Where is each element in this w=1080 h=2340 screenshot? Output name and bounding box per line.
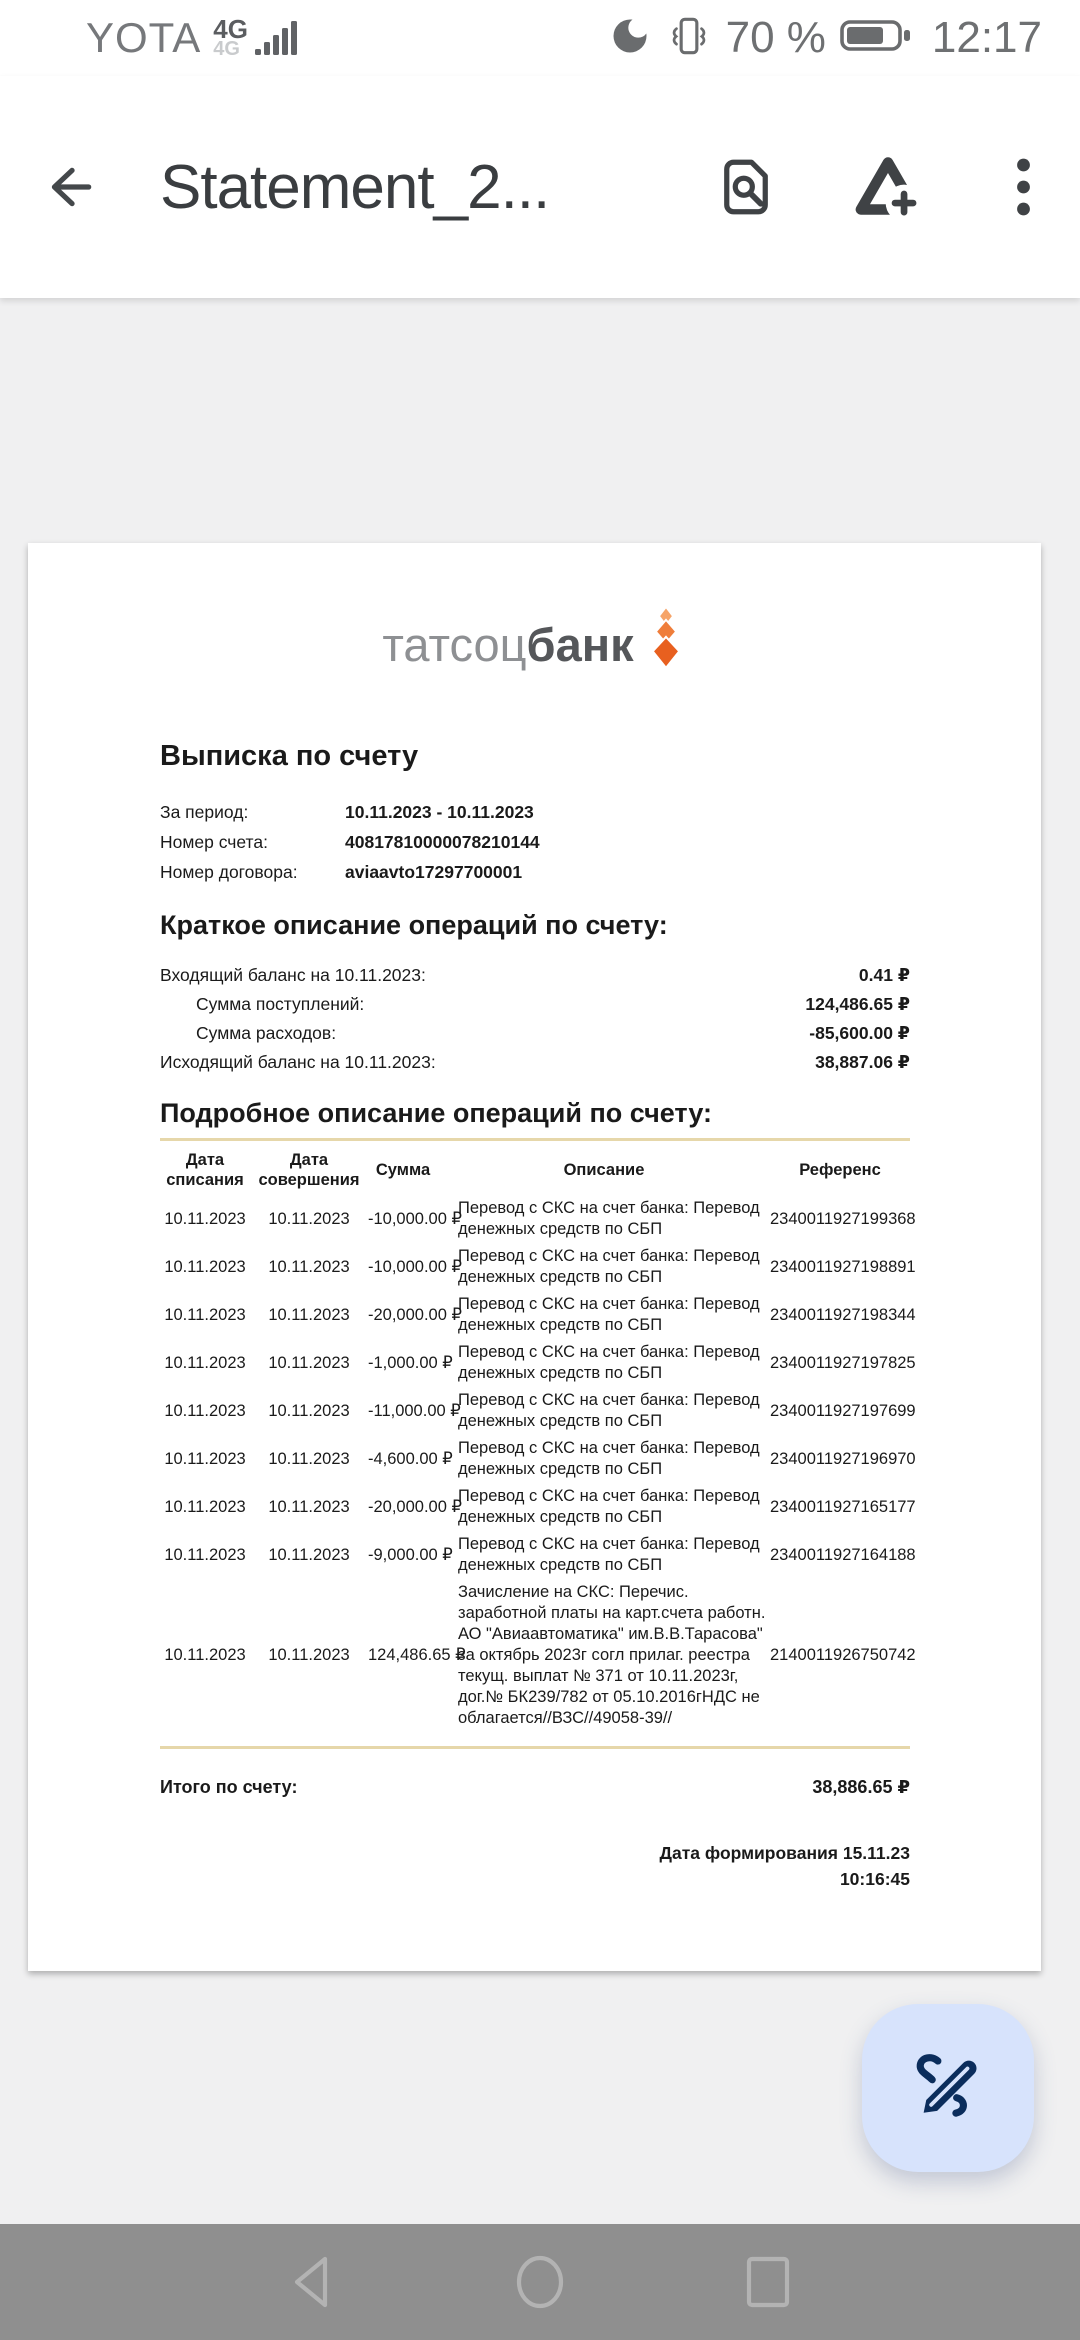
find-in-document-button[interactable] [713, 152, 779, 222]
cell-date-op: 10.11.2023 [268, 1353, 350, 1372]
nav-home-button[interactable] [512, 2254, 568, 2310]
cell-date-debit: 10.11.2023 [164, 1305, 246, 1324]
transaction-row [160, 1387, 916, 1435]
clock-label: 12:17 [931, 13, 1042, 62]
app-bar [0, 76, 1080, 298]
nav-home-circle-icon [512, 2254, 568, 2310]
info-label: Номер счета: [160, 831, 268, 852]
add-to-drive-icon [853, 152, 923, 222]
cell-reference: 2340011927197825 [770, 1353, 916, 1372]
find-in-page-icon [713, 152, 779, 222]
cell-amount: -9,000.00 ₽ [368, 1545, 453, 1564]
generation-timestamp [160, 1840, 910, 1892]
transaction-row [160, 1243, 916, 1291]
android-navigation-bar [0, 2224, 1080, 2340]
transactions-table [160, 1195, 916, 1732]
col-header-date-op: Дата совершения [258, 1151, 360, 1189]
cell-date-debit: 10.11.2023 [164, 1646, 246, 1664]
account-info-row [160, 857, 910, 887]
summary-row [160, 990, 910, 1019]
status-left [86, 14, 298, 63]
info-label: За период: [160, 801, 249, 822]
cell-reference: 2340011927196970 [770, 1449, 916, 1468]
status-right [608, 13, 1042, 64]
cell-amount: -11,000.00 ₽ [368, 1401, 461, 1420]
cell-description: Перевод с СКС на счет банка: Перевод денежных средств по СБП [458, 1199, 760, 1238]
info-label: Номер договора: [160, 861, 298, 882]
info-value: 10.11.2023 - 10.11.2023 [345, 801, 534, 822]
transaction-row [160, 1435, 916, 1483]
nav-recents-square-icon [744, 2254, 792, 2310]
carrier-label: YOTA [86, 14, 202, 61]
battery-icon [840, 17, 912, 60]
bank-logo-text-bold: банк [526, 617, 634, 671]
cell-reference: 2340011927198891 [770, 1257, 916, 1276]
network-type-indicator: 4G 4G [213, 13, 248, 61]
status-bar [0, 0, 1080, 76]
cell-description: Зачисление на СКС: Перечис. заработной платы на карт.счета работн. АО "Авиаавтоматика" им.В.В.Тарасова" за октябрь 2023г согл прилаг. реестра текущ. выплат № 371 от 10.11.2023г, дог.№ БК239/782 от 05.10.2016гНДС не облагается//ВЗС//49058-39// [458, 1583, 766, 1727]
cell-date-op: 10.11.2023 [268, 1305, 350, 1324]
night-mode-moon-icon [608, 14, 652, 63]
table-bottom-divider [160, 1746, 910, 1749]
cell-date-debit: 10.11.2023 [164, 1209, 246, 1228]
cell-description: Перевод с СКС на счет банка: Перевод денежных средств по СБП [458, 1391, 760, 1430]
cell-date-op: 10.11.2023 [268, 1401, 350, 1420]
summary-section [160, 961, 910, 1077]
nav-back-triangle-icon [289, 2254, 335, 2310]
cell-amount: -4,600.00 ₽ [368, 1449, 453, 1468]
battery-percent-label: 70 % [725, 13, 826, 62]
back-button[interactable] [42, 159, 98, 215]
summary-label: Сумма поступлений: [196, 994, 365, 1014]
cell-description: Перевод с СКС на счет банка: Перевод денежных средств по СБП [458, 1247, 760, 1286]
cell-date-op: 10.11.2023 [268, 1209, 350, 1228]
summary-label: Сумма расходов: [196, 1023, 337, 1043]
cell-amount: -20,000.00 ₽ [368, 1305, 462, 1324]
cell-description: Перевод с СКС на счет банка: Перевод денежных средств по СБП [458, 1487, 760, 1526]
cell-description: Перевод с СКС на счет банка: Перевод денежных средств по СБП [458, 1295, 760, 1334]
annotate-fab-button[interactable] [862, 2004, 1034, 2172]
cell-amount: -1,000.00 ₽ [368, 1353, 453, 1372]
signal-strength-icon [252, 14, 298, 63]
cell-reference: 2340011927197699 [770, 1401, 916, 1420]
cell-date-op: 10.11.2023 [268, 1497, 350, 1516]
account-info-row [160, 797, 910, 827]
three-dot-menu-icon [1015, 152, 1032, 222]
app-bar-actions [713, 152, 1080, 222]
cell-amount: 124,486.65 ₽ [368, 1646, 466, 1664]
generation-time: 10:16:45 [839, 1869, 910, 1889]
cell-date-debit: 10.11.2023 [164, 1353, 246, 1372]
cell-reference: 2340011927165177 [770, 1497, 916, 1516]
col-header-reference: Референс [799, 1161, 881, 1179]
transaction-row [160, 1483, 916, 1531]
cell-reference: 2140011926750742 [770, 1646, 916, 1664]
col-header-description: Описание [563, 1161, 645, 1179]
cell-description: Перевод с СКС на счет банка: Перевод денежных средств по СБП [458, 1535, 760, 1574]
statement-title: Выписка по счету [160, 740, 419, 772]
summary-value: -85,600.00 ₽ [809, 1023, 910, 1043]
summary-value: 38,887.06 ₽ [815, 1052, 910, 1072]
bank-logo-text-light: татсоц [382, 617, 527, 671]
summary-label: Входящий баланс на 10.11.2023: [160, 965, 426, 985]
cell-date-op: 10.11.2023 [268, 1646, 350, 1664]
summary-section-title: Краткое описание операций по счету: [160, 910, 668, 940]
summary-value: 0.41 ₽ [858, 965, 910, 985]
transaction-row [160, 1531, 916, 1579]
cell-description: Перевод с СКС на счет банка: Перевод денежных средств по СБП [458, 1439, 760, 1478]
back-arrow-icon [43, 160, 97, 214]
info-value: aviaavto17297700001 [345, 861, 523, 882]
statement-content [28, 613, 1041, 1892]
total-row [160, 1777, 910, 1798]
overflow-menu-button[interactable] [1015, 152, 1032, 222]
cell-amount: -10,000.00 ₽ [368, 1257, 462, 1276]
col-header-date-debit: Дата списания [166, 1151, 244, 1189]
cell-date-debit: 10.11.2023 [164, 1257, 246, 1276]
cell-date-op: 10.11.2023 [268, 1545, 350, 1564]
add-to-drive-button[interactable] [853, 152, 923, 222]
transaction-row [160, 1195, 916, 1243]
info-value: 40817810000078210144 [345, 831, 540, 852]
transaction-row [160, 1579, 916, 1732]
vibrate-mode-icon [666, 13, 712, 64]
nav-back-button[interactable] [284, 2254, 340, 2310]
account-info-row [160, 827, 910, 857]
cell-date-debit: 10.11.2023 [164, 1497, 246, 1516]
summary-row [160, 1019, 910, 1048]
document-title: Statement_2... [160, 152, 550, 222]
nav-recents-button[interactable] [740, 2254, 796, 2310]
account-info [160, 797, 910, 887]
summary-row [160, 961, 910, 990]
cell-date-debit: 10.11.2023 [164, 1545, 246, 1564]
transaction-row [160, 1291, 916, 1339]
cell-reference: 2340011927164188 [770, 1545, 916, 1564]
table-header [160, 1141, 910, 1190]
cell-reference: 2340011927198344 [770, 1305, 916, 1324]
summary-row [160, 1048, 910, 1077]
signature-pen-icon [903, 2043, 993, 2133]
cell-description: Перевод с СКС на счет банка: Перевод денежных средств по СБП [458, 1343, 760, 1382]
col-header-amount: Сумма [375, 1161, 431, 1179]
summary-label: Исходящий баланс на 10.11.2023: [160, 1052, 436, 1072]
details-section-title: Подробное описание операций по счету: [160, 1098, 712, 1128]
total-label: Итого по счету: [160, 1777, 298, 1797]
transaction-row [160, 1339, 916, 1387]
cell-reference: 2340011927199368 [770, 1209, 916, 1228]
cell-date-op: 10.11.2023 [268, 1449, 350, 1468]
cell-date-debit: 10.11.2023 [164, 1449, 246, 1468]
summary-value: 124,486.65 ₽ [805, 994, 910, 1014]
generation-date: Дата формирования 15.11.23 [659, 1843, 910, 1863]
bank-flame-icon [644, 606, 688, 675]
cell-amount: -10,000.00 ₽ [368, 1209, 462, 1228]
bank-logo [160, 613, 910, 675]
total-value: 38,886.65 ₽ [812, 1777, 910, 1797]
document-page[interactable] [28, 543, 1041, 1971]
cell-date-op: 10.11.2023 [268, 1257, 350, 1276]
cell-date-debit: 10.11.2023 [164, 1401, 246, 1420]
cell-amount: -20,000.00 ₽ [368, 1497, 462, 1516]
